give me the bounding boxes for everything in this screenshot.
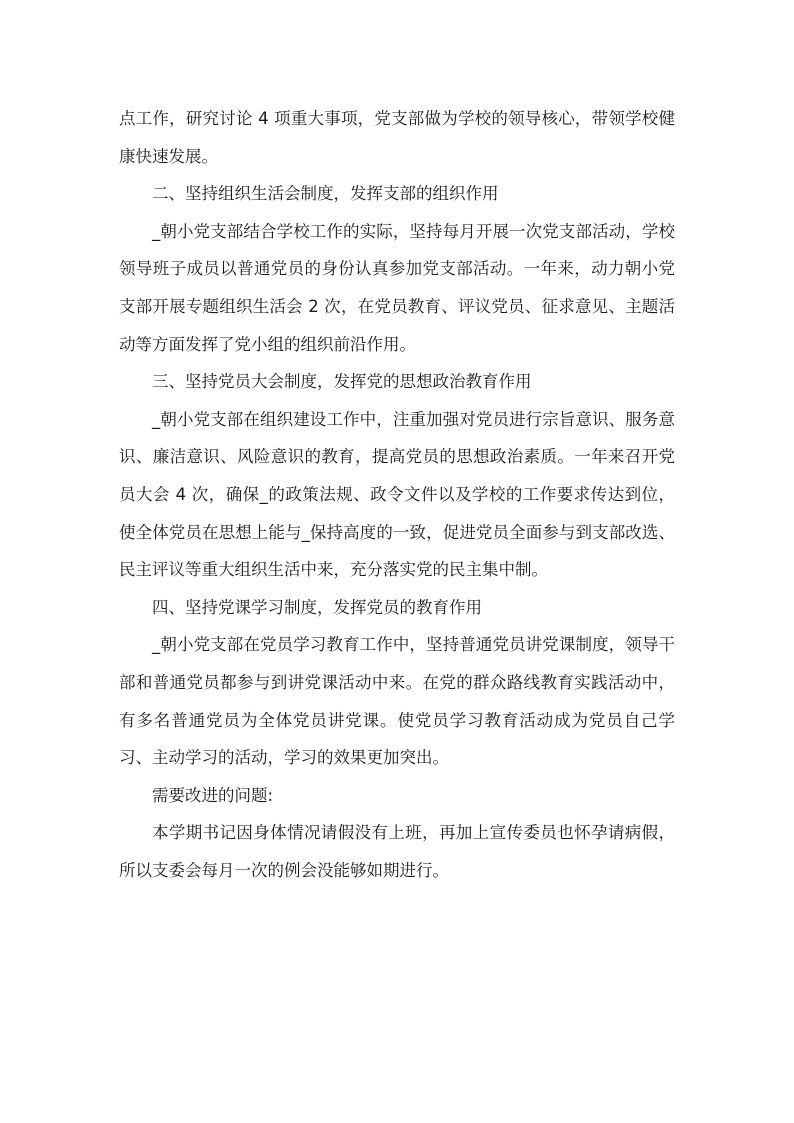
section-heading-3: 三、坚持党员大会制度，发挥党的思想政治教育作用 [152, 372, 532, 392]
paragraph-section-2: _朝小党支部结合学校工作的实际，坚持每月开展一次党支部活动，学校领导班子成员以普通党员的身份认真参加党支部活动。一年来，动力朝小党支部开展专题组织生活会 2 次，在党员教育、评议党员、征求意见、主题活动等方面发挥了党小组的组织前沿作用。 [119, 221, 675, 354]
paragraph-issues: 本学期书记因身体情况请假没有上班，再加上宣传委员也怀孕请病假，所以支委会每月一次的例会没能够如期进行。 [119, 823, 675, 880]
section-heading-4: 四、坚持党课学习制度，发挥党员的教育作用 [152, 597, 482, 617]
paragraph-continuation: 点工作，研究讨论 4 项重大事项，党支部做为学校的领导核心，带领学校健康快速发展。 [119, 109, 675, 166]
document-body [119, 100, 675, 889]
paragraph-section-4: _朝小党支部在党员学习教育工作中，坚持普通党员讲党课制度，领导干部和普通党员都参与到讲党课活动中来。在党的群众路线教育实践活动中，有多名普通党员为全体党员讲党课。使党员学习教育活动成为党员自己学习、主动学习的活动，学习的效果更加突出。 [119, 635, 675, 768]
issues-heading: 需要改进的问题: [152, 785, 274, 805]
paragraph-section-3: _朝小党支部在组织建设工作中，注重加强对党员进行宗旨意识、服务意识、廉洁意识、风险意识的教育，提高党员的思想政治素质。一年来召开党员大会 4 次，确保_的政策法规、政令文件以及学校的工作要求传达到位，使全体党员在思想上能与_保持高度的一致，促进党员全面参与到支部改选、民主评议等重大组织生活中来，充分落实党的民主集中制。 [119, 409, 675, 580]
section-heading-2: 二、坚持组织生活会制度，发挥支部的组织作用 [152, 184, 499, 204]
